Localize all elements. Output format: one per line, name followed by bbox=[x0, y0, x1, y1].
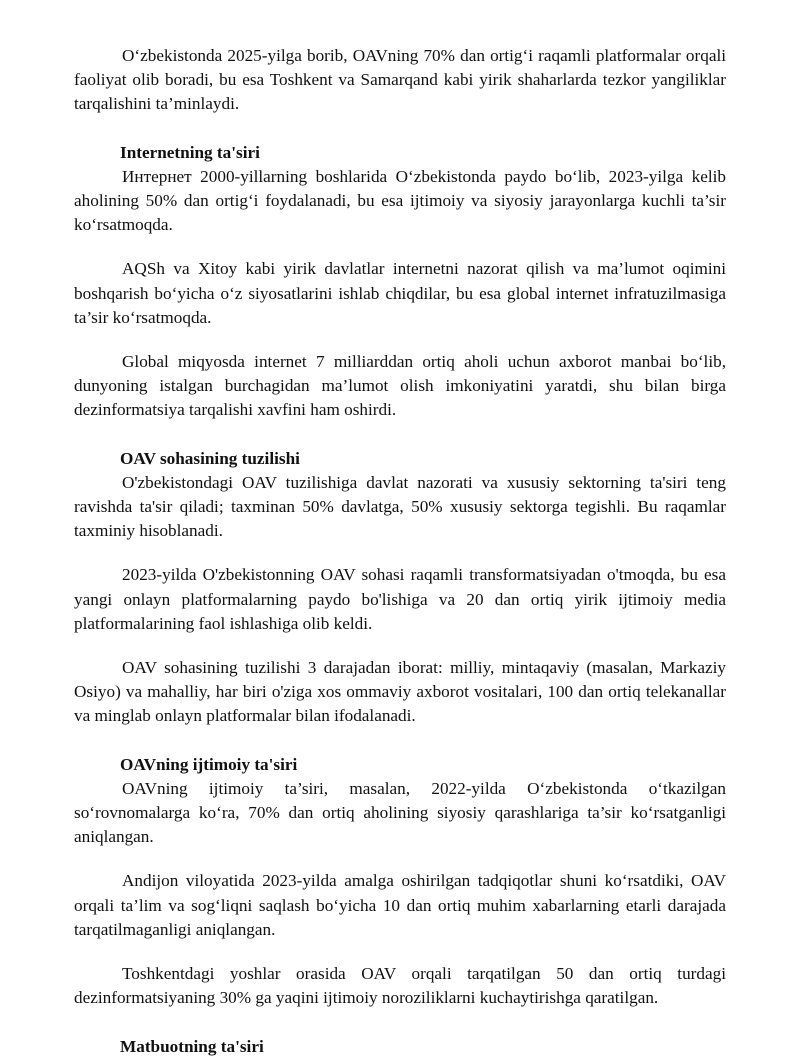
paragraph-global-internet: Global miqyosda internet 7 milliarddan ortiq aholi uchun axborot manbai bo‘lib, dunyoning istalgan burchagidan ma’lumot olish imkoniyatini yaratdi, shu bilan birga dezinformatsiya tarqalishi xavfini ham oshirdi. bbox=[74, 352, 726, 420]
paragraph-tashkent-youth: Toshkentdagi yoshlar orasida OAV orqali tarqatilgan 50 dan ortiq turdagi dezinformatsiyaning 30% ga yaqini ijtimoiy noroziliklarni kuchaytirishga qaratilgan. bbox=[74, 964, 726, 1008]
paragraph-internet-policy: AQSh va Xitoy kabi yirik davlatlar internetni nazorat qilish va ma’lumot oqimini boshqarish bo‘yicha o‘z siyosatlarini ishlab chiqdilar, bu esa global internet infratuzilmasiga ta’sir ko‘rsatmoqda. bbox=[74, 259, 726, 327]
paragraph-structure-levels: OAV sohasining tuzilishi 3 darajadan iborat: milliy, mintaqaviy (masalan, Markaziy Osiyo) va mahalliy, har biri o'ziga xos ommaviy axborot vositalari, 100 dan ortiq telekanallar va minglab onlayn platformalar bilan ifodalanadi. bbox=[74, 658, 726, 726]
heading-internet-impact: Internetning ta'siri bbox=[120, 142, 260, 162]
heading-media-structure: OAV sohasining tuzilishi bbox=[120, 448, 300, 468]
paragraph-digital-transformation: 2023-yilda O'zbekistonning OAV sohasi raqamli transformatsiyadan o'tmoqda, bu esa yangi onlayn platformalarning paydo bo'lishiga va 20 dan ortiq yirik ijtimoiy media platformalarining faol ishlashiga olib keldi. bbox=[74, 565, 726, 633]
heading-social-impact: OAVning ijtimoiy ta'siri bbox=[120, 754, 298, 774]
paragraph-internet-usage: Интернет 2000-yillarning boshlarida O‘zbekistonda paydo bo‘lib, 2023-yilga kelib aholining 50% dan ortig‘i foydalanadi, bu esa ijtimoiy va siyosiy jarayonlarga kuchli ta’sir ko‘rsatmoqda. bbox=[74, 166, 726, 235]
paragraph-survey-results: OAVning ijtimoiy ta’siri, masalan, 2022-yilda O‘zbekistonda o‘tkazilgan so‘rovnomalarga ko‘ra, 70% dan ortiq aholining siyosiy qarashlariga ta’sir ko‘rsatganligi aniqlangan. bbox=[74, 778, 726, 847]
paragraph-ownership-split: O'zbekistondagi OAV tuzilishiga davlat nazorati va xususiy sektorning ta'siri teng ravishda ta'sir qiladi; taxminan 50% davlatga, 50% xususiy sektorga tegishli. Bu raqamlar taxminiy hisoblanadi. bbox=[74, 472, 726, 541]
document-page bbox=[74, 44, 726, 1059]
paragraph-digital-platforms: O‘zbekistonda 2025-yilga borib, OAVning 70% dan ortig‘i raqamli platformalar orqali faoliyat olib boradi, bu esa Toshkent va Samarqand kabi yirik shaharlarda tezkor yangiliklar tarqalishini ta’minlaydi. bbox=[74, 46, 726, 114]
heading-press-impact: Matbuotning ta'siri bbox=[120, 1036, 264, 1056]
paragraph-andijan-research: Andijon viloyatida 2023-yilda amalga oshirilgan tadqiqotlar shuni ko‘rsatdiki, OAV orqali ta’lim va sog‘liqni saqlash bo‘yicha 10 dan ortiq muhim xabarlarning etarli darajada tarqatilmaganligi aniqlangan. bbox=[74, 871, 726, 939]
